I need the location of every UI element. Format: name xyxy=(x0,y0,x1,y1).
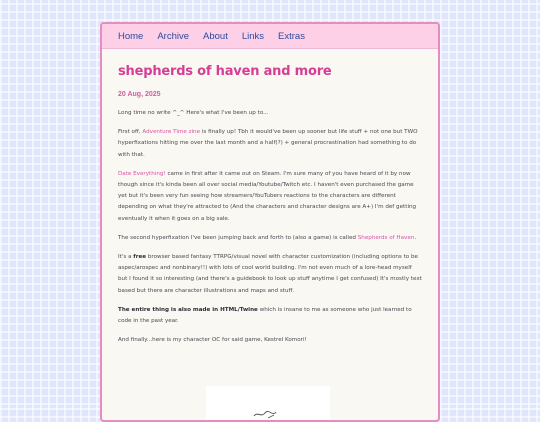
shepherds-of-haven-link[interactable]: Shepherds of Haven xyxy=(357,234,415,241)
paragraph-text: is finally up! Tbh it would've been up sooner but life stuff + not one but TWO hyperfixations hitting me over the last month and a half(?) + general procrastination had something to do with that. xyxy=(118,129,418,158)
bold-html-twine: The entire thing is also made in HTML/Twine xyxy=(118,306,258,313)
paragraph-character-oc: And finally...here is my character OC for said game, Kestrel Komori! xyxy=(118,337,307,344)
paragraph-text: The second hyperfixation I've been jumping back and forth to (also a game) is called xyxy=(118,234,358,241)
paragraph-text: which is insane to me as someone who just learned to code in the past year. xyxy=(118,306,412,325)
post-title: shepherds of haven and more xyxy=(118,64,332,79)
character-sketch-icon xyxy=(252,408,282,420)
date-everything-link[interactable]: Date Everything! xyxy=(118,170,166,177)
top-nav xyxy=(102,24,438,49)
paragraph-text: First off, xyxy=(118,129,143,136)
paragraph-date-everything xyxy=(118,169,422,225)
paragraph-text: came in first after it came out on Steam. I'm sure many of you have heard of it by now though since it's kinda been all over social media/Youtube/Twitch etc. I haven't even purchased the game yet but it's been very fun seeing how streamers/YouTubers reactions to the characters are different depending on what they're attracted to (And the characters and character designs are A+) I'm def getting eventually it when it goes on a big sale. xyxy=(118,170,417,222)
nav-archive[interactable]: Archive xyxy=(157,30,190,42)
character-image xyxy=(206,386,330,422)
nav-links[interactable]: Links xyxy=(241,30,265,42)
blog-page xyxy=(100,22,440,422)
bold-free: free xyxy=(133,254,147,261)
nav-home[interactable]: Home xyxy=(118,30,144,42)
paragraph-zine xyxy=(118,127,422,161)
paragraph-intro: Long time no write ^_^ Here's what I've been up to... xyxy=(118,110,269,116)
paragraph-text: . xyxy=(414,234,417,241)
post-date: 20 Aug, 2025 xyxy=(118,91,161,98)
paragraph-text: It's a xyxy=(118,254,134,261)
nav-about[interactable]: About xyxy=(203,30,228,42)
paragraph-second-hyperfixation xyxy=(118,233,422,244)
paragraph-text: browser based fantasy TTRPG/visual novel with character customization (including options to be aspec/arospec and nonbinary!!) with lots of cool world building. I'm not even much of a lore-head myself but I found it so interesting (and there's a guidebook to look up stuff anytime I get confused) It's mostly text based but there are character illustrations and maps and stuff. xyxy=(118,254,422,294)
paragraph-game-description xyxy=(118,252,422,297)
adventure-time-zine-link[interactable]: Adventure Time zine xyxy=(142,129,201,136)
post-content xyxy=(102,64,438,346)
paragraph-twine xyxy=(118,305,422,327)
nav-extras[interactable]: Extras xyxy=(278,30,305,42)
